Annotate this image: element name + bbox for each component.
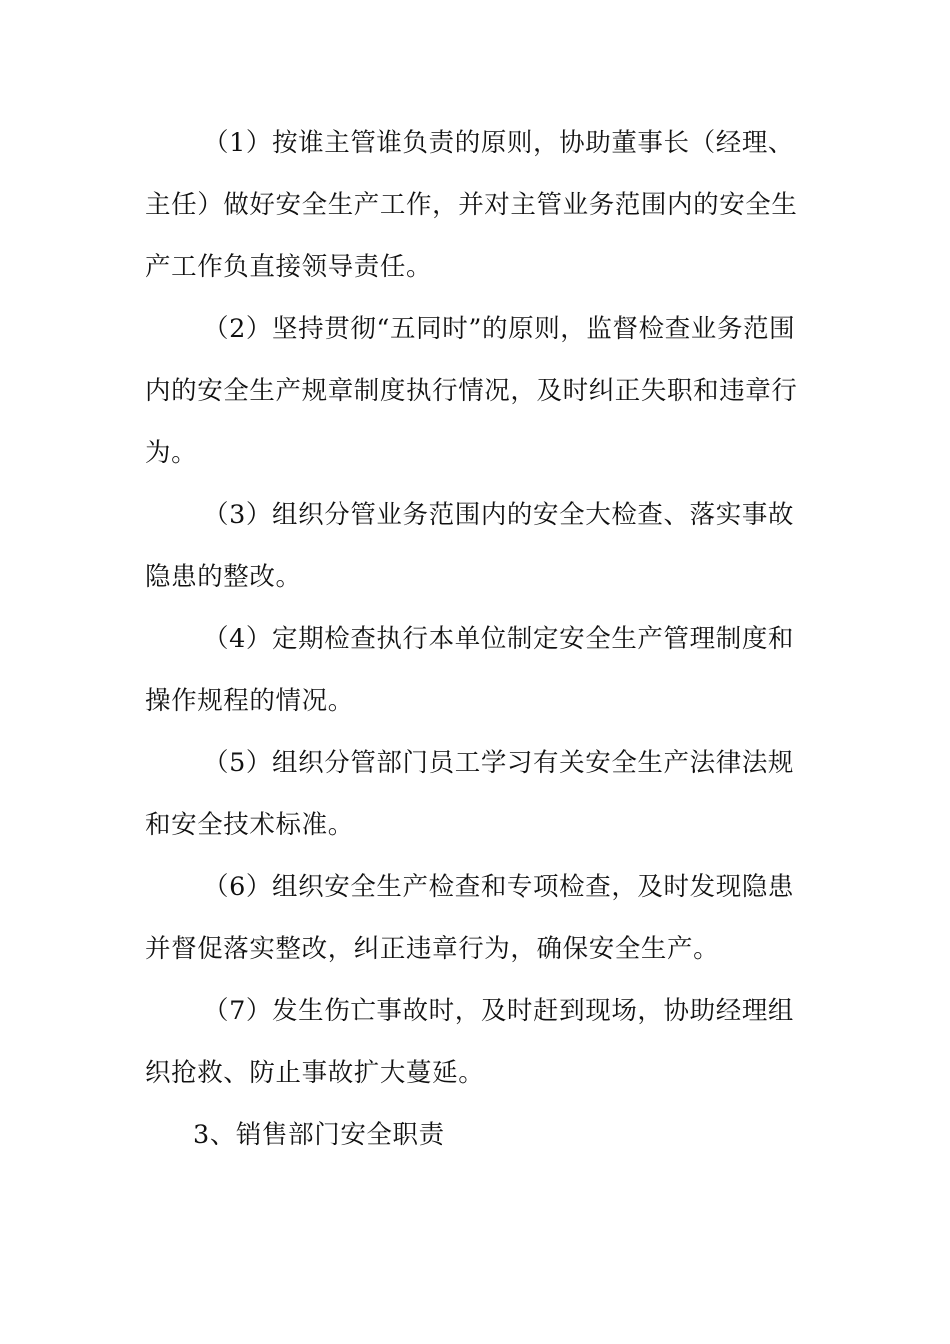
duty-item-6: （6）组织安全生产检查和专项检查，及时发现隐患并督促落实整改，纠正违章行为，确保安全生产。 xyxy=(145,872,795,964)
section-heading: 3、销售部门安全职责 xyxy=(193,1120,445,1150)
duty-item-2: （2）坚持贯彻“五同时”的原则，监督检查业务范围内的安全生产规章制度执行情况，及时纠正失职和违章行为。 xyxy=(145,314,798,468)
duty-item-5: （5）组织分管部门员工学习有关安全生产法律法规和安全技术标准。 xyxy=(145,748,795,840)
duty-item-7: （7）发生伤亡事故时，及时赶到现场，协助经理组织抢救、防止事故扩大蔓延。 xyxy=(145,996,795,1088)
duty-item-1: （1）按谁主管谁负责的原则，协助董事长（经理、主任）做好安全生产工作，并对主管业务范围内的安全生产工作负直接领导责任。 xyxy=(145,128,798,282)
duty-item-4: （4）定期检查执行本单位制定安全生产管理制度和操作规程的情况。 xyxy=(145,624,795,716)
duty-item-3: （3）组织分管业务范围内的安全大检查、落实事故隐患的整改。 xyxy=(145,500,795,592)
document-body xyxy=(145,112,813,1166)
